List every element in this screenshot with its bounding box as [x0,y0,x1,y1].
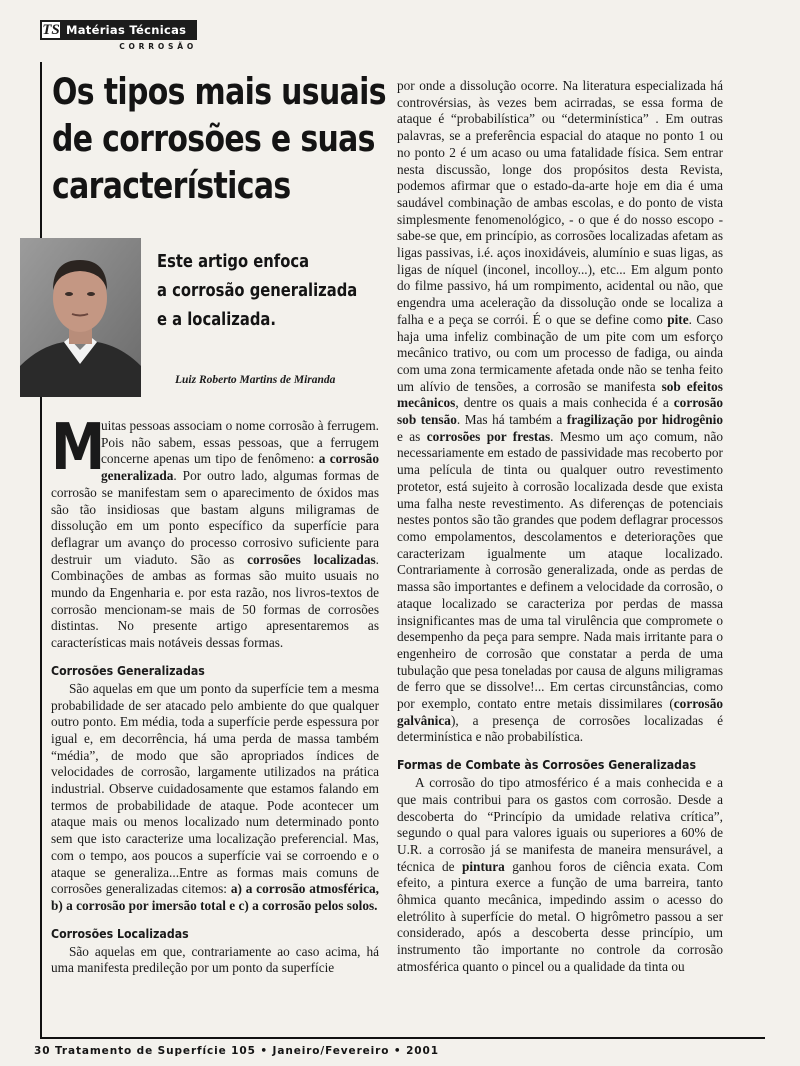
paragraph-text: ), a presença de corrosões localizadas é determinística e não probabilística. [397,712,723,745]
lead-line-3: e a localizada. [157,309,276,330]
author-name: Luiz Roberto Martins de Miranda [175,374,336,386]
intro-bold: corrosões localizadas [247,551,376,567]
paragraph-bold: corrosão galvânica [397,696,723,728]
lead-line-2: a corrosão generalizada [157,280,358,301]
section-heading-generalizadas: Corrosões Generalizadas [51,662,205,678]
paragraph-combate [397,775,723,975]
paragraph-localizadas: São aquelas em que, contrariamente ao caso acima, há uma manifesta predileção por um ponto da superfície [51,943,379,976]
paragraph-text: A corrosão do tipo atmosférico é a mais conhecida e a que mais contribui para os gastos com corrosão. Desde a descoberta do “Princípio da umidade relativa crítica”, segundo o qual para valores iguais ou superiores a 60% de U.R. a corrosão já se manifesta de maneira mensurável, a técnica de [397,775,723,874]
intro-text: . Combinações de ambas as formas são muito usuais no mundo da Engenharia e. por esta razão, nos livros-textos de corrosão mencionam-se mais de 50 formas de corrosões distintas. No presente artigo apresentaremos as características mais notáveis dessas formas. [51,551,379,651]
paragraph-text: . Caso haja uma infeliz combinação de um pite com um esforço mecânico trativo, ou com um processo de fadiga, ou ainda com uma zona termicamente afetada onde não se tenha feito um alívio de tensões, a corrosão se manifesta [397,311,723,394]
magazine-logo: TS [40,20,62,40]
paragraph-bold: corrosões por frestas [426,428,551,444]
paragraph-bold: pintura [461,858,505,874]
author-photo [20,238,141,397]
paragraph-bold: fragilização por hidrogênio [566,412,723,428]
paragraph-bold: pite [667,311,689,327]
article-title [52,68,388,209]
title-line-2: de corrosões e suas [52,117,375,160]
paragraph-text: . Mas há também a [456,412,567,428]
body-column-left [51,411,379,977]
paragraph-text: . Mesmo um aço comum, não necessariamente em estado de passividade mas recoberto por uma película de tinta ou qualquer outro revestimento protetor, está sujeito à corrosão localizada desde que exista uma falha neste revestimento. As diferenças de potenciais nestes pontos são tão grandes que podem deflagrar processos como empolamentos, descolamentos e deteriorações que caracterizam igualmente um ataque localizado. Contrariamente à corrosão generalizada, onde as perdas de massa são importantes e definem a velocidade da corrosão, o ataque localizado se caracteriza por perdas de massa insignificantes mas de uma tal virulência que compromete o desempenho da peça para sempre. Nada mais irritante para o engenheiro de corrosão que constatar a perda de uma tubulação que pesa toneladas por causa de alguns miligramas de ferro que se dissolve!... Em certas circunstâncias, como por exemplo, contato entre metais dissimilares ( [397,428,723,712]
title-line-3: características [52,164,291,207]
paragraph-text: , dentre os quais a mais conhecida é a [455,395,674,411]
page-footer: 30 Tratamento de Superfície 105 • Janeiro/Fevereiro • 2001 [34,1045,439,1057]
article-lead [157,247,358,334]
drop-cap: M [51,411,106,485]
paragraph-text: por onde a dissolução ocorre. Na literatura especializada há controvérsias, às vezes bem acirradas, se essa forma de ataque é “probabilística” ou “determinística” . Em outras palavras, se a preferência espacial do ataque no ponto 1 ou no ponto 2 é um acaso ou uma fatalidade física. Sem entrar nesta discussão, longe dos propósitos desta Revista, podemos afirmar que o estado-da-arte hoje em dia é uma saudável combinação de ambas escolas, e do ponto de vista simplesmente fenomenológico, - o que é do nosso escopo - sabe-se que, em princípio, as corrosões localizadas afetam as ligas passivas, i.é. aços inoxidáveis, alumínio e suas ligas, as ligas de níquel (inconel, incolloy...), etc... Em algum ponto do filme passivo, há um rompimento, acidental ou não, que engendra uma aceleração da dissolução onde se localiza a falha e a peça se corrói. É o que se define como [397,78,723,327]
intro-text: uitas pessoas associam o nome corrosão à ferrugem. Pois não sabem, essas pessoas, que a ferrugem concerne apenas um tipo de fenômeno: [101,418,379,467]
paragraph-text: e as [397,428,427,444]
section-header-bar [40,20,197,40]
body-column-right [397,78,723,976]
paragraph-localizadas-cont [397,78,723,746]
intro-text: . Por outro lado, algumas formas de corrosão se manifestam sem o aparecimento de óxidos mas são tão insidiosas que bastam alguns miligramas de dissolução em um ponto específico da superfície para deflagrar um avanço do processo corrosivo suficiente para destruir um viaduto. São as [51,468,379,567]
paragraph-generalizadas [51,681,379,915]
section-header [40,20,197,51]
lead-line-1: Este artigo enfoca [157,251,310,272]
section-title: Matérias Técnicas [66,23,187,37]
title-line-1: Os tipos mais usuais [52,70,386,113]
section-subtitle: CORROSÃO [119,42,197,51]
section-heading-localizadas: Corrosões Localizadas [51,925,189,941]
paragraph-bold: corrosão sob tensão [397,395,723,428]
paragraph-bold: sob efeitos mecânicos [397,378,723,411]
paragraph-text: ganhou foros de ciência exata. Com efeito, a pintura exerce a função de uma barreira, tanto ôhmica quanto mecânica, impedindo assim o acesso do eletrólito à superfície do metal. O higrômetro passou a ser considerado, após a descoberta desse princípio, um instrumento tão importante no controle da corrosão atmosférica quanto o pincel ou a qualidade da tinta ou [397,858,724,974]
paragraph-bold: a) a corrosão atmosférica, b) a corrosão por imersão total e c) a corrosão pelos solos. [51,881,379,913]
intro-bold: a corrosão generalizada [101,451,379,484]
paragraph-text: São aquelas em que um ponto da superfície tem a mesma probabilidade de ser atacado pelo ambiente do que qualquer outro ponto. Em média, toda a superfície perde espessura por igual e, em decorrência, há uma perda de massa também “média”, de modo que são apropriados índices de velocidades de corrosão, largamente utilizados na prática industrial. Observe cuidadosamente que estamos falando em termos de probabilidade de ataque. Pode acontecer um ataque mais ou menos localizado num determinado ponto sem que isto caracterize uma localização preferencial. Mas, com o tempo, aos poucos a superfície vai se corroendo e o ataque se generaliza...Entre as formas mais comuns de corrosões generalizadas citemos: [51,680,379,897]
frame-left-rule [40,62,42,1039]
intro-paragraph [51,411,379,652]
section-heading-combate: Formas de Combate às Corrosões Generalizadas [397,757,697,773]
frame-bottom-rule [40,1037,765,1039]
